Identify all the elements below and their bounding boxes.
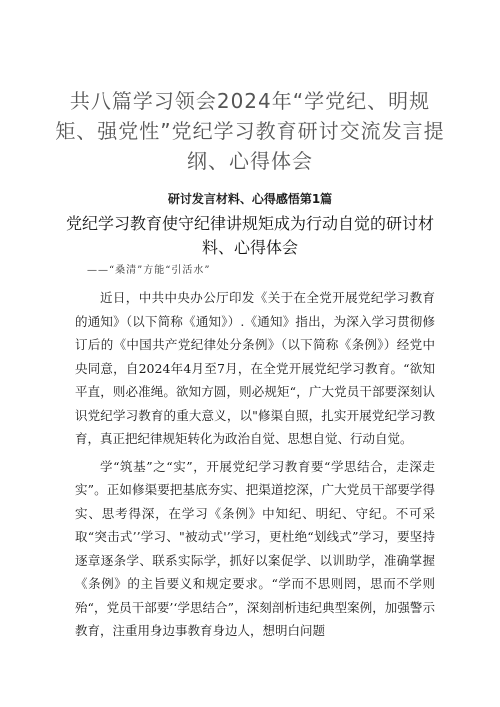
article-subtitle: ——“桑清”方能“引活水” bbox=[87, 265, 211, 276]
article-title: 党纪学习教育使守纪律讲规矩成为行动自觉的研讨材料、心得体会 bbox=[65, 214, 434, 257]
document-title: 共八篇学习领会2024年“学党纪、明规矩、强党性”党纪学习教育研讨交流发言提纲、心得体会 bbox=[55, 89, 445, 173]
paragraph: 学“筑基”之“实”，开展党纪学习教育要“学思结合，走深走实”。正如修渠要把基底夯实、把渠道挖深，广大党员干部要学得实、思考得深，在学习《条例》中知纪、明纪、守纪。不可采取“突击式’’学习、"被动式'’学习，更杜绝“划线式”学习，要坚持逐章逐条学、联系实际学，抓好以案促学、以训助学，准确掌握《条例》的主旨要义和规定要求。“学而不思则罔，思而不学则殆“，党员干部要’‘学思结合”，深刻剖析违纪典型案例，加强警示教育，注重用身边事教育身边人，想明白问题 bbox=[75, 458, 435, 638]
paragraph: 近日，中共中央办公厅印发《关于在全党开展党纪学习教育的通知》（以下简称《通知》）.《通知》指出，为深入学习贯彻修订后的《中国共产党纪律处分条例》（以下简称《条例》）经党中央同意，自2024年4月至7月，在全党开展党纪学习教育。“欲知平直，则必准绳。欲知方圆，则必规矩“，广大党员干部要深刻认识党纪学习教育的重大意义，以"修渠自照，扎实开展党纪学习教育，真正把纪律规矩转化为政治自觉、思想自觉、行动自觉。 bbox=[75, 290, 435, 446]
article-body bbox=[75, 286, 435, 647]
section-label: 研讨发言材料、心得感悟第1篇 bbox=[167, 192, 333, 206]
